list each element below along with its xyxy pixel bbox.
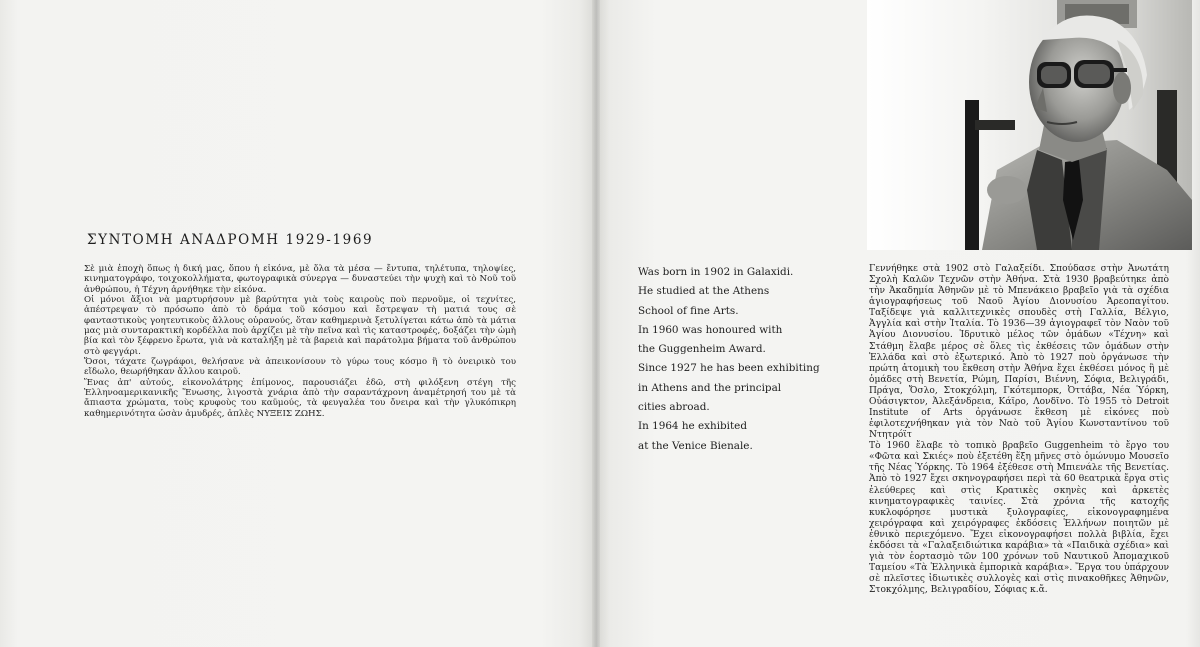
english-bio-line: Was born in 1902 in Galaxidi. [638,266,794,278]
english-bio-line: In 1960 was honoured with [638,323,783,336]
english-bio-line: In 1964 he exhibited [638,420,747,433]
english-bio-line: cities abroad. [638,401,710,414]
english-bio-line: at the Venice Bienale. [638,439,753,452]
english-bio-line: the Guggenheim Award. [638,343,766,356]
english-bio-line: He studied at the Athens [638,285,770,298]
portrait-photo [867,0,1192,250]
intro-paragraph: Ὅσοι, τάχατε ζωγράφοι, θελήσανε νὰ ἀπεικονίσουν τὸ γύρω τους κόσμο ἢ τὸ ὀνειρικὸ του εἴδωλο, θεωρήθηκαν ἄλλου καιροῦ. [84,357,516,378]
portrait-photo-image [867,0,1192,250]
greek-bio [869,264,1169,596]
english-bio-line: in Athens and the principal [638,381,782,394]
english-bio-line: Since 1927 he has been exhibiting [638,362,820,375]
page-title: ΣΥΝΤΟΜΗ ΑΝΑΔΡΟΜΗ 1929-1969 [87,232,374,248]
english-bio [638,263,838,456]
greek-bio-paragraph: Γεννήθηκε στὰ 1902 στὸ Γαλαξείδι. Σπούδασε στὴν Ἀνωτάτη Σχολὴ Καλῶν Τεχνῶν στὴν Ἀθήνα. Στὰ 1930 βραβεύτηκε ἀπὸ τὴν Ἀκαδημία Ἀθηνῶν μὲ τὸ Μπενάκειο βραβεῖο γιὰ τὰ σχέδια ἁγιογραφήσεως τοῦ Ναοῦ Ἁγίου Διονυσίου Ἀρεοπαγίτου. Ταξίδεψε γιὰ καλλιτεχνικὲς σπουδὲς στὴ Γαλλία, Βέλγιο, Ἀγγλία καὶ στὴν Ἰταλία. Τὸ 1936—39 ἁγιογραφεῖ τὸν Ναὸν τοῦ Ἁγίου Διονυσίου. Ἱδρυτικὸ μέλος τῶν ὁμάδων «Τέχνη» καὶ Στάθμη ἔλαβε μέρος σὲ ὅλες τὶς ἐκθέσεις τῶν ὁμάδων στὴν Ἑλλάδα καὶ στὸ ἐξωτερικό. Ἀπὸ τὸ 1927 ποὺ ὀργάνωσε τὴν πρώτη ἀτομικὴ του ἔκθεση στὴν Ἀθήνα ἔχει ἐκθέσει μόνος ἢ μὲ ὁμάδες στὴ Βενετία, Ρώμη, Παρίσι, Βιέννη, Σόφια, Βελιγράδι, Πράγα, Ὄσλο, Στοκχόλμη, Γκότεμπορκ, Ὀττάβα, Νέα Ὑόρκη, Οὐάσιγκτον, Ἀλεξάνδρεια, Κάϊρο, Λονδῖνο. Τὸ 1955 τὸ Detroit Institute of Arts ὀργάνωσε ἔκθεση μὲ εἰκόνες ποὺ ἐφιλοτεχνήθηκαν γιὰ τὸν Ναὸ τοῦ Ἁγίου Κωνσταντίνου τοῦ Ντητρόϊτ [869,264,1169,441]
english-bio-line: School of fine Arts. [638,304,739,317]
intro-text [84,264,516,419]
intro-paragraph: Οἱ μόνοι ἄξιοι νὰ μαρτυρήσουν μὲ βαρύτητα γιὰ τοὺς καιροὺς ποὺ περνοῦμε, οἱ τεχνίτες, ἀπέστρεψαν τὸ πρόσωπο ἀπὸ τὸ δράμα τοῦ κόσμου καὶ ἔστρεψαν τὴ ματιά τους σὲ φανταστικοὺς γοητευτικοὺς ἄλλους οὐρανούς, ὅταν καθημερινὰ ξετυλίγεται κάτω ἀπὸ τὰ μάτια μας μιὰ συνταρακτικὴ κορδέλλα ποὺ ἀρχίζει μὲ τὴν πεῖνα καὶ τὶς καταστροφές, δοξάζει τὴν ὠμὴ βία καὶ τὸν ξέφρενο ἔρωτα, γιὰ νὰ καταλήξη μὲ τὰ βαρειὰ καὶ παράτολμα βήματα τοῦ ἀνθρώπου στὸ φεγγάρι. [84,295,516,357]
intro-paragraph: Σὲ μιὰ ἐποχὴ ὅπως ἡ δική μας, ὅπου ἡ εἰκόνα, μὲ ὅλα τὰ μέσα — ἔντυπα, τηλέτυπα, τηλοψίες, κινηματογράφο, τοιχοκολλήματα, φωτογραφικὰ σύνεργα — δυναστεύει τὴν ψυχὴ καὶ τὸ Νοῦ τοῦ ἀνθρώπου, ἡ Τέχνη ἀρνήθηκε τὴν εἰκόνα. [84,264,516,295]
greek-bio-paragraph: Τὸ 1960 ἔλαβε τὸ τοπικὸ βραβεῖο Guggenheim τὸ ἔργο του «Φῶτα καὶ Σκιές» ποὺ ἐξετέθη ἕξη μῆνες στὸ ὁμώνυμο Μουσεῖο τῆς Νέας Ὑόρκης. Τὸ 1964 ἐξέθεσε στὴ Μπιενάλε τῆς Βενετίας. Ἀπὸ τὸ 1927 ἔχει σκηνογραφήσει περὶ τὰ 60 θεατρικὰ ἔργα στὶς ἐλεύθερες καὶ στὶς Κρατικὲς σκηνὲς καὶ ἀρκετὲς κινηματογραφικὲς ταινίες. Στὰ χρόνια τῆς κατοχῆς κυκλοφόρησε μυστικὰ ξυλογραφίες, εἰκονογραφημένα χειρόγραφα καὶ χειρόγραφες ἐκδόσεις Ἑλλήνων ποιητῶν μὲ ἐθνικὸ περιεχόμενο. Ἔχει εἰκονογραφήσει πολλὰ βιβλία, ἔχει ἐκδόσει τὰ «Γαλαξειδιώτικα καράβια» τὰ «Παιδικὰ σχέδια» καὶ γιὰ τὸν ἑορτασμὸ τῶν 100 χρόνων τοῦ Ναυτικοῦ Ἀπομαχικοῦ Ταμείου «Τὰ Ἑλληνικὰ ἐμπορικὰ καράβια». Ἔργα του ὑπάρχουν σὲ πλεῖστες ἰδιωτικὲς συλλογὲς καὶ στὶς πινακοθῆκες Ἀθηνῶν, Στοκχόλμης, Βελιγραδίου, Σόφιας κ.ἄ. [869,441,1169,596]
book-gutter [592,0,600,647]
intro-paragraph: Ἕνας ἀπ' αὐτούς, εἰκονολάτρης ἐπίμονος, παρουσιάζει ἐδῶ, στὴ φιλόξενη στέγη τῆς Ἑλληνοαμερικανικῆς Ἕνωσης, λιγοστὰ χνάρια ἀπὸ τὴν σαραντάχρονη ἀναμέτρησή του μὲ τὰ ἄπιαστα χρώματα, τοὺς κρυφοὺς του καϋμούς, τὰ φευγαλέα του ὄνειρα καὶ τὴν γλυκόπικρη καθημερινότητα ὡσὰν ἀμυδρές, ἁπλὲς ΝΥΞΕΙΣ ΖΩΗΣ. [84,377,516,419]
